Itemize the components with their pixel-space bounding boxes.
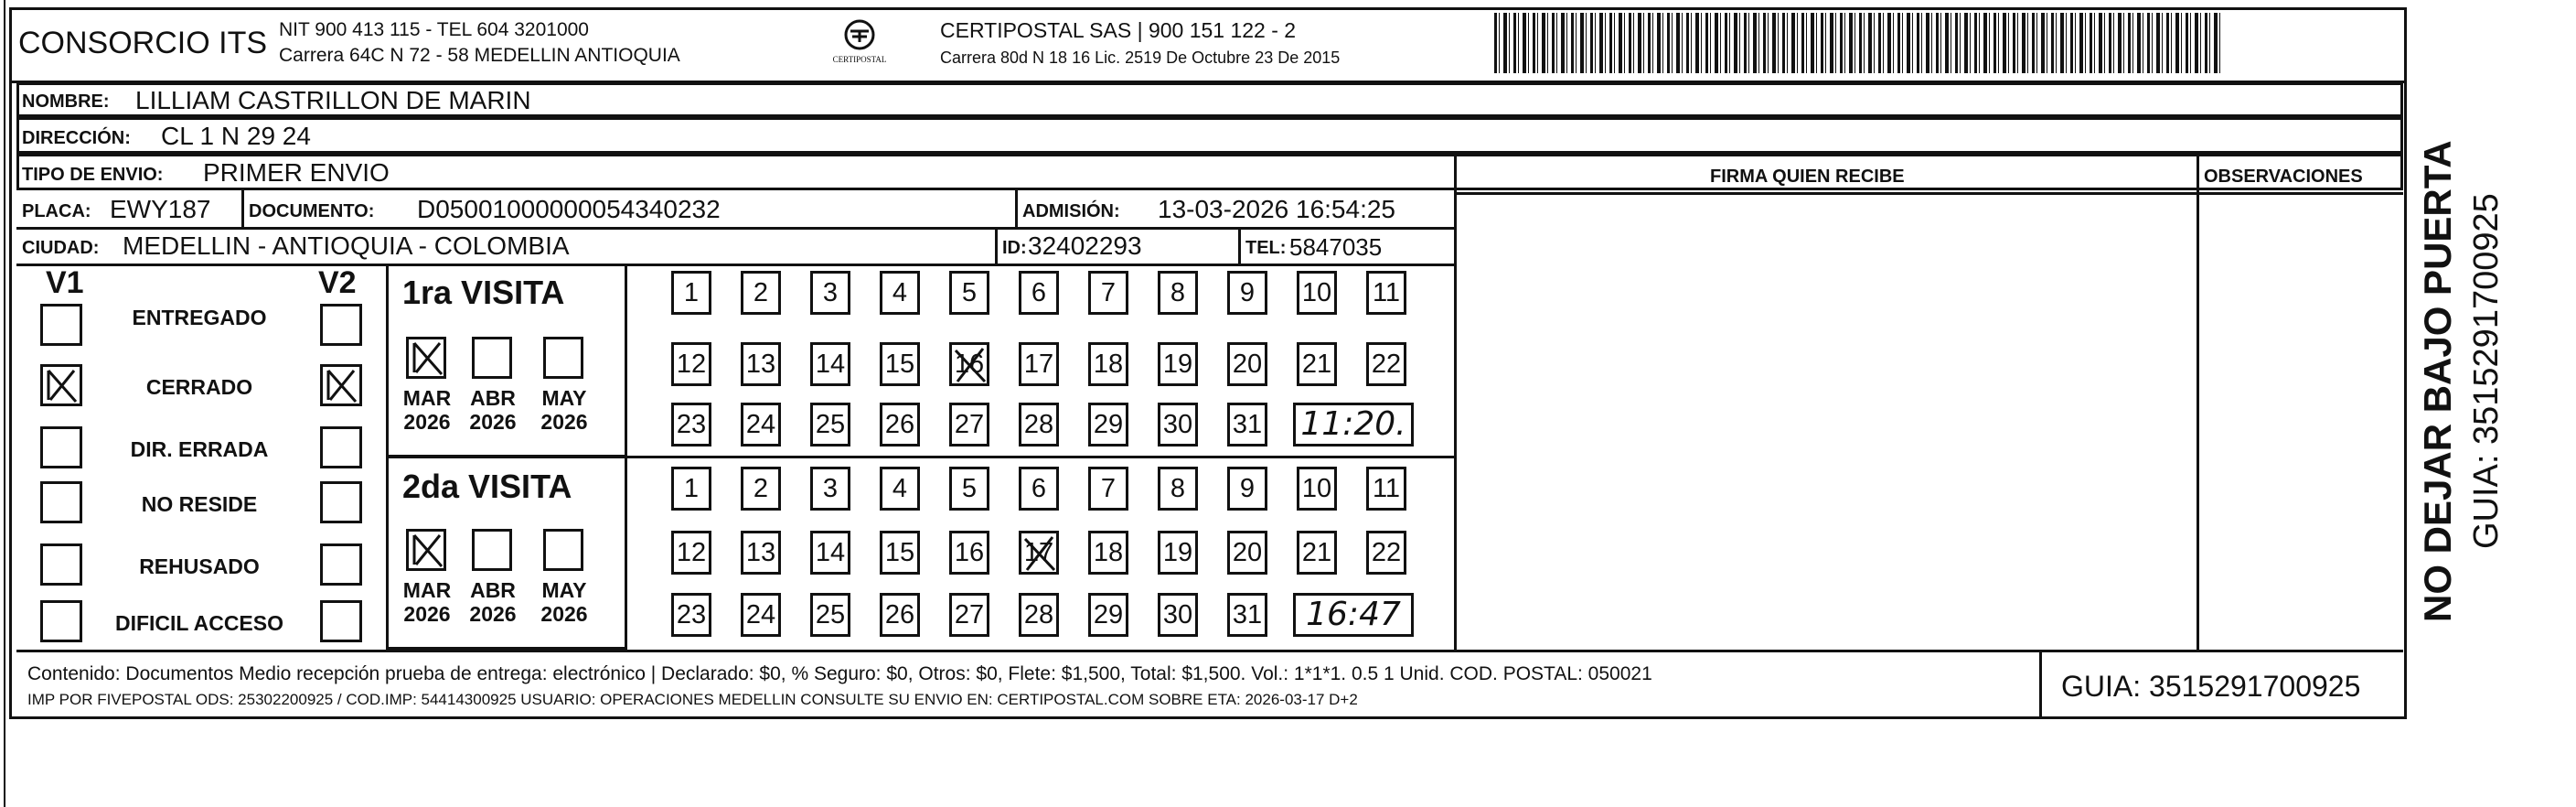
firma-divider xyxy=(1454,156,1457,650)
placa-divider xyxy=(241,190,244,227)
carrier-address: Carrera 80d N 18 16 Lic. 2519 De Octubre 23 De 2015 xyxy=(940,48,1341,67)
day-number: 27 xyxy=(954,410,985,439)
day-number: 8 xyxy=(1170,474,1186,503)
day-number: 25 xyxy=(815,600,846,629)
visit1-day-box[interactable] xyxy=(949,403,989,447)
visit1-day-box[interactable] xyxy=(1297,271,1337,315)
visit1-day-box[interactable] xyxy=(741,403,781,447)
visit2-day-box[interactable] xyxy=(1158,531,1198,575)
tipo-label: TIPO DE ENVIO: xyxy=(22,165,164,185)
placa-label: PLACA: xyxy=(22,201,91,221)
day-number: 23 xyxy=(676,410,707,439)
day-number: 19 xyxy=(1162,350,1193,379)
visit1-day-box[interactable] xyxy=(949,271,989,315)
visit2-day-box[interactable] xyxy=(1227,467,1267,511)
day-number: 24 xyxy=(745,600,776,629)
visit2-day-box[interactable] xyxy=(949,467,989,511)
company-address: Carrera 64C N 72 - 58 MEDELLIN ANTIOQUIA xyxy=(279,45,680,66)
day-number: 10 xyxy=(1301,278,1332,307)
visit1-day-box[interactable] xyxy=(880,403,920,447)
month-label: MAY 2026 xyxy=(540,386,588,434)
nombre-label: NOMBRE: xyxy=(22,91,110,112)
month-label: MAR 2026 xyxy=(402,578,452,626)
visit1-day-box[interactable] xyxy=(810,271,850,315)
day-number: 28 xyxy=(1023,410,1054,439)
day-number: 11 xyxy=(1372,278,1401,307)
direccion-label: DIRECCIÓN: xyxy=(22,128,131,148)
visit2-day-box[interactable] xyxy=(1227,593,1267,637)
cross-mark-icon xyxy=(952,345,989,396)
day-number: 26 xyxy=(884,600,915,629)
visit1-day-box[interactable] xyxy=(671,342,711,386)
visit1-day-box[interactable] xyxy=(671,403,711,447)
status-option-label: CERRADO xyxy=(145,375,253,399)
visit2-day-box[interactable] xyxy=(1088,467,1128,511)
status-option-label: REHUSADO xyxy=(139,554,260,578)
day-number: 30 xyxy=(1162,600,1193,629)
day-number: 1 xyxy=(683,474,700,503)
day-number: 9 xyxy=(1239,474,1256,503)
day-number: 16 xyxy=(954,350,985,379)
day-number: 7 xyxy=(1100,278,1117,307)
v1-label: V1 xyxy=(46,265,84,300)
v2-checkbox-3[interactable] xyxy=(320,481,362,523)
visit1-day-box[interactable] xyxy=(1088,403,1128,447)
day-number: 12 xyxy=(676,350,707,379)
documento-value: D05001000000054340232 xyxy=(417,195,721,223)
day-number: 4 xyxy=(892,278,908,307)
day-number: 8 xyxy=(1170,278,1186,307)
visit2-day-box[interactable] xyxy=(1019,531,1059,575)
barcode xyxy=(1494,13,2222,73)
visit2-day-box[interactable] xyxy=(880,467,920,511)
firma-label: FIRMA QUIEN RECIBE xyxy=(1710,167,1905,187)
month-label: ABR 2026 xyxy=(469,386,517,434)
month-label: ABR 2026 xyxy=(469,578,517,626)
visit1-day-box[interactable] xyxy=(880,271,920,315)
visit1-month-checkbox-0[interactable] xyxy=(406,337,446,379)
v2-checkbox-2[interactable] xyxy=(320,426,362,468)
month-label: MAY 2026 xyxy=(540,578,588,626)
day-number: 31 xyxy=(1232,600,1263,629)
visit2-day-box[interactable] xyxy=(949,531,989,575)
day-number: 20 xyxy=(1232,350,1263,379)
visit2-title: 2da VISITA xyxy=(402,468,572,505)
v1-checkbox-1[interactable] xyxy=(40,364,82,406)
ciudad-value: MEDELLIN - ANTIOQUIA - COLOMBIA xyxy=(123,231,570,260)
visit2-day-box[interactable] xyxy=(1366,467,1406,511)
day-number: 28 xyxy=(1023,600,1054,629)
day-number: 9 xyxy=(1239,278,1256,307)
visit1-day-box[interactable] xyxy=(1227,342,1267,386)
visit1-day-box[interactable] xyxy=(1158,403,1198,447)
v2-checkbox-0[interactable] xyxy=(320,304,362,346)
visit2-day-box[interactable] xyxy=(1158,593,1198,637)
day-number: 17 xyxy=(1023,350,1054,379)
day-number: 20 xyxy=(1232,538,1263,567)
day-number: 2 xyxy=(753,474,769,503)
day-number: 13 xyxy=(745,350,776,379)
nit-line: NIT 900 413 115 - TEL 604 3201000 xyxy=(279,19,589,40)
day-number: 6 xyxy=(1031,278,1047,307)
company-name: CONSORCIO ITS xyxy=(18,26,268,60)
visit2-day-box[interactable] xyxy=(671,467,711,511)
day-number: 4 xyxy=(892,474,908,503)
footer-guia: GUIA: 3515291700925 xyxy=(2061,670,2361,703)
day-number: 14 xyxy=(815,538,846,567)
direccion-row xyxy=(16,117,2403,154)
visit2-month-checkbox-0[interactable] xyxy=(406,529,446,571)
visit2-day-box[interactable] xyxy=(671,593,711,637)
visit2-day-box[interactable] xyxy=(741,531,781,575)
ciudad-label: CIUDAD: xyxy=(22,238,100,258)
visit1-day-box[interactable] xyxy=(1088,271,1128,315)
day-number: 23 xyxy=(676,600,707,629)
visit1-day-box[interactable] xyxy=(1019,403,1059,447)
day-number: 29 xyxy=(1093,410,1124,439)
observaciones-divider xyxy=(2197,156,2199,650)
day-number: 15 xyxy=(884,538,915,567)
placa-value: EWY187 xyxy=(110,195,211,223)
visit2-day-box[interactable] xyxy=(1088,531,1128,575)
status-option-label: DIR. ERRADA xyxy=(130,437,269,461)
visit2-time-box[interactable]: 16:47 xyxy=(1293,593,1414,637)
visit2-day-box[interactable] xyxy=(1366,531,1406,575)
visit1-month-checkbox-2[interactable] xyxy=(543,337,583,379)
visit2-day-box[interactable] xyxy=(1297,531,1337,575)
day-number: 30 xyxy=(1162,410,1193,439)
admision-value: 13-03-2026 16:54:25 xyxy=(1158,195,1395,223)
nombre-value: LILLIAM CASTRILLON DE MARIN xyxy=(135,86,531,114)
visit2-day-box[interactable] xyxy=(949,593,989,637)
day-number: 22 xyxy=(1371,538,1402,567)
visit1-day-box[interactable] xyxy=(1088,342,1128,386)
visit2-month-checkbox-1[interactable] xyxy=(472,529,512,571)
visit1-month-checkbox-1[interactable] xyxy=(472,337,512,379)
id-label: ID: xyxy=(1002,238,1027,258)
day-number: 7 xyxy=(1100,474,1117,503)
visit1-day-box[interactable] xyxy=(880,342,920,386)
visit1-day-box[interactable] xyxy=(1158,271,1198,315)
day-number: 5 xyxy=(961,474,978,503)
visit2-day-box[interactable] xyxy=(1019,467,1059,511)
visit2-day-box[interactable] xyxy=(810,531,850,575)
day-number: 19 xyxy=(1162,538,1193,567)
footer-contenido: Contenido: Documentos Medio recepción prueba de entrega: electrónico | Declarado: $0, % Seguro: $0, Otros: $0, Flete: $1,500, Total: $1,500. Vol.: 1*1*1. 0.5 1 Unid. COD. POSTAL: 050021 xyxy=(27,663,1652,684)
day-number: 17 xyxy=(1023,538,1054,567)
visit2-day-box[interactable] xyxy=(671,531,711,575)
footer-line xyxy=(16,650,2403,652)
visit2-day-box[interactable] xyxy=(741,593,781,637)
v1-checkbox-0[interactable] xyxy=(40,304,82,346)
visit1-day-box[interactable] xyxy=(1227,403,1267,447)
visit1-day-box[interactable] xyxy=(1158,342,1198,386)
day-number: 27 xyxy=(954,600,985,629)
ciudad-row-line xyxy=(16,264,1456,266)
v2-checkbox-5[interactable] xyxy=(320,600,362,642)
day-number: 10 xyxy=(1301,474,1332,503)
visit1-day-box[interactable] xyxy=(1297,342,1337,386)
footer-imp: IMP POR FIVEPOSTAL ODS: 25302200925 / COD.IMP: 54414300925 USUARIO: OPERACIONES MEDELLIN CONSULTE SU ENVIO EN: CERTIPOSTAL.COM SOBRE ETA: 2026-03-17 D+2 xyxy=(27,691,1358,708)
tel-divider xyxy=(1238,227,1241,264)
visit1-day-box[interactable] xyxy=(810,342,850,386)
visit2-day-box[interactable] xyxy=(1088,593,1128,637)
visit1-day-box[interactable] xyxy=(1366,271,1406,315)
day-number: 26 xyxy=(884,410,915,439)
day-number: 29 xyxy=(1093,600,1124,629)
day-number: 18 xyxy=(1093,538,1124,567)
day-number: 15 xyxy=(884,350,915,379)
cross-mark-icon xyxy=(1021,533,1058,585)
day-number: 13 xyxy=(745,538,776,567)
side-guia: GUIA: 3515291700925 xyxy=(2467,193,2506,549)
day-number: 5 xyxy=(961,278,978,307)
v2-checkbox-4[interactable] xyxy=(320,543,362,586)
day-number: 2 xyxy=(753,278,769,307)
visit2-day-box[interactable] xyxy=(1297,467,1337,511)
status-option-label: ENTREGADO xyxy=(132,306,267,329)
status-option-label: NO RESIDE xyxy=(141,492,258,516)
visit1-day-box[interactable] xyxy=(1019,271,1059,315)
visit1-day-box[interactable] xyxy=(671,271,711,315)
footer-guia-divider xyxy=(2039,650,2042,719)
v2-checkbox-1[interactable] xyxy=(320,364,362,406)
admision-divider xyxy=(1015,190,1018,227)
status-option-label: DIFICIL ACCESO xyxy=(114,611,283,635)
observaciones-label: OBSERVACIONES xyxy=(2204,167,2363,187)
certipostal-logo xyxy=(823,18,896,70)
visit1-day-box[interactable] xyxy=(741,342,781,386)
day-number: 31 xyxy=(1232,410,1263,439)
day-number: 16 xyxy=(954,538,985,567)
day-number: 24 xyxy=(745,410,776,439)
day-number: 18 xyxy=(1093,350,1124,379)
visit2-day-box[interactable] xyxy=(810,593,850,637)
carrier-line: CERTIPOSTAL SAS | 900 151 122 - 2 xyxy=(940,18,1297,42)
id-divider xyxy=(995,227,998,264)
id-value: 32402293 xyxy=(1028,231,1142,260)
visit1-day-box[interactable] xyxy=(741,271,781,315)
visit1-day-box[interactable] xyxy=(810,403,850,447)
visit1-day-box[interactable] xyxy=(949,342,989,386)
logo-text: CERTIPOSTAL xyxy=(832,55,887,64)
visit1-time-box[interactable]: 11:20. xyxy=(1293,403,1414,447)
documento-label: DOCUMENTO: xyxy=(249,201,375,221)
day-number: 12 xyxy=(676,538,707,567)
side-warning: NO DEJAR BAJO PUERTA xyxy=(2416,140,2459,622)
day-number: 21 xyxy=(1301,350,1332,379)
visit2-day-box[interactable] xyxy=(880,593,920,637)
visit2-day-box[interactable] xyxy=(880,531,920,575)
tel-value: 5847035 xyxy=(1289,233,1383,261)
visit1-day-box[interactable] xyxy=(1366,342,1406,386)
visit2-day-box[interactable] xyxy=(1227,531,1267,575)
visits-middle-line xyxy=(386,456,1456,458)
day-number: 6 xyxy=(1031,474,1047,503)
visit1-day-box[interactable] xyxy=(1227,271,1267,315)
day-number: 1 xyxy=(683,278,700,307)
visit2-day-box[interactable] xyxy=(1019,593,1059,637)
admision-label: ADMISIÓN: xyxy=(1022,201,1120,221)
tel-label: TEL: xyxy=(1245,238,1287,258)
day-number: 21 xyxy=(1301,538,1332,567)
left-edge-line xyxy=(4,0,5,807)
visit2-day-box[interactable] xyxy=(1158,467,1198,511)
visit1-title: 1ra VISITA xyxy=(402,274,565,311)
month-label: MAR 2026 xyxy=(402,386,452,434)
tipo-value: PRIMER ENVIO xyxy=(203,158,390,187)
day-number: 25 xyxy=(815,410,846,439)
day-number: 14 xyxy=(815,350,846,379)
firma-header-line xyxy=(1454,192,2403,195)
visit2-day-box[interactable] xyxy=(741,467,781,511)
direccion-value: CL 1 N 29 24 xyxy=(161,122,311,150)
v1-checkbox-5[interactable] xyxy=(40,600,82,642)
day-number: 3 xyxy=(822,278,839,307)
v2-label: V2 xyxy=(318,265,357,300)
v1-checkbox-2[interactable] xyxy=(40,426,82,468)
day-number: 3 xyxy=(822,474,839,503)
visit1-day-box[interactable] xyxy=(1019,342,1059,386)
day-number: 22 xyxy=(1371,350,1402,379)
day-number: 11 xyxy=(1372,474,1401,503)
v1-checkbox-3[interactable] xyxy=(40,481,82,523)
v1-checkbox-4[interactable] xyxy=(40,543,82,586)
visit2-day-box[interactable] xyxy=(810,467,850,511)
visit2-month-checkbox-2[interactable] xyxy=(543,529,583,571)
